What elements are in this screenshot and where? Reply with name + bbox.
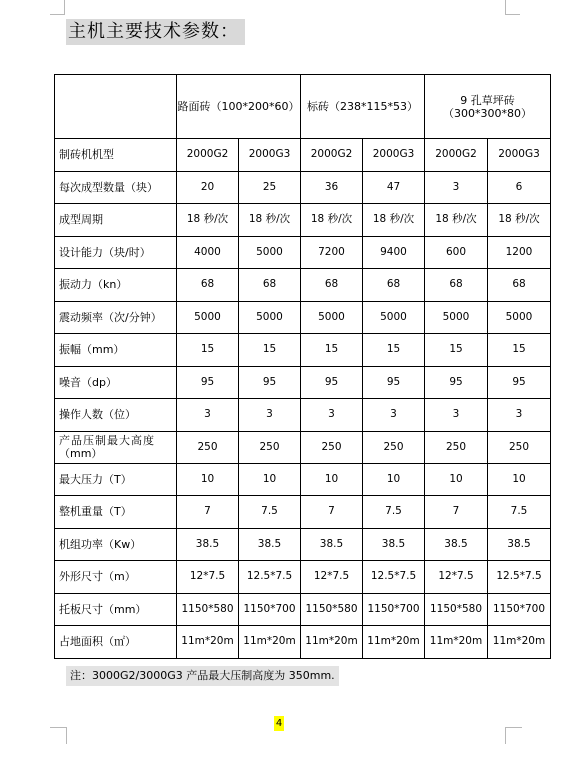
- table-cell: 36: [301, 171, 363, 204]
- table-cell: 1150*580: [301, 593, 363, 626]
- table-row: [55, 301, 551, 334]
- row-label: 整机重量（T）: [55, 496, 177, 529]
- table-cell: 10: [177, 463, 239, 496]
- table-cell: 15: [363, 334, 425, 367]
- row-label: 托板尺寸（mm）: [55, 593, 177, 626]
- table-cell: 95: [425, 366, 488, 399]
- table-cell: 11m*20m: [301, 626, 363, 659]
- spec-table: [54, 74, 551, 659]
- table-cell: 68: [363, 269, 425, 302]
- table-cell: 5000: [177, 301, 239, 334]
- table-cell: 95: [177, 366, 239, 399]
- table-cell: 18 秒/次: [363, 204, 425, 237]
- group-header-grass-brick: [425, 75, 551, 139]
- group-header-grass-brick-line2: （300*300*80）: [443, 106, 532, 120]
- table-cell: 7.5: [363, 496, 425, 529]
- table-cell: 38.5: [425, 528, 488, 561]
- crop-mark-bottom-left: [50, 727, 67, 744]
- table-cell: 18 秒/次: [488, 204, 551, 237]
- table-row: [55, 171, 551, 204]
- table-cell: 3: [425, 399, 488, 432]
- row-label: 振动力（kn）: [55, 269, 177, 302]
- table-cell: 47: [363, 171, 425, 204]
- table-row: [55, 528, 551, 561]
- table-cell: 5000: [239, 301, 301, 334]
- table-cell: 3: [488, 399, 551, 432]
- table-cell: 10: [425, 463, 488, 496]
- table-row: [55, 236, 551, 269]
- table-cell: 7.5: [488, 496, 551, 529]
- table-cell: 11m*20m: [425, 626, 488, 659]
- table-cell: 95: [239, 366, 301, 399]
- section-title: 主机主要技术参数：: [66, 19, 245, 45]
- table-cell: 95: [488, 366, 551, 399]
- table-cell: 12.5*7.5: [363, 561, 425, 594]
- table-row: [55, 334, 551, 367]
- table-row: [55, 463, 551, 496]
- table-cell: 15: [488, 334, 551, 367]
- table-cell: 2000G3: [488, 139, 551, 172]
- row-label: 最大压力（T）: [55, 463, 177, 496]
- row-label: 噪音（dp）: [55, 366, 177, 399]
- table-cell: 1150*700: [363, 593, 425, 626]
- table-cell: 68: [488, 269, 551, 302]
- table-cell: 10: [239, 463, 301, 496]
- table-cell: 18 秒/次: [301, 204, 363, 237]
- table-cell: 1150*700: [239, 593, 301, 626]
- page-number: 4: [275, 718, 283, 729]
- table-cell: 11m*20m: [488, 626, 551, 659]
- table-cell: 10: [301, 463, 363, 496]
- row-label: 外形尺寸（m）: [55, 561, 177, 594]
- table-cell: 15: [301, 334, 363, 367]
- table-row: [55, 593, 551, 626]
- table-cell: 5000: [301, 301, 363, 334]
- table-cell: 11m*20m: [177, 626, 239, 659]
- table-cell: 68: [425, 269, 488, 302]
- row-label: 占地面积（㎡）: [55, 626, 177, 659]
- group-header-standard-brick: 标砖（238*115*53）: [301, 75, 425, 139]
- table-cell: 250: [425, 431, 488, 463]
- table-cell: 95: [363, 366, 425, 399]
- table-row: [55, 399, 551, 432]
- spec-table-body: [55, 139, 551, 659]
- table-cell: 7: [425, 496, 488, 529]
- table-cell: 3: [301, 399, 363, 432]
- table-cell: 7: [301, 496, 363, 529]
- row-label-line2: （mm）: [59, 447, 103, 460]
- row-label: [55, 431, 177, 463]
- footnote: 注：3000G2/3000G3 产品最大压制高度为 350mm.: [66, 666, 339, 686]
- row-label: 震动频率（次/分钟）: [55, 301, 177, 334]
- table-cell: 250: [239, 431, 301, 463]
- group-header-pavement-brick: 路面砖（100*200*60）: [177, 75, 301, 139]
- row-label: 振幅（mm）: [55, 334, 177, 367]
- table-cell: 7.5: [239, 496, 301, 529]
- table-cell: 600: [425, 236, 488, 269]
- crop-mark-top-right: [505, 0, 520, 15]
- table-cell: 250: [177, 431, 239, 463]
- table-cell: 18 秒/次: [239, 204, 301, 237]
- table-cell: 4000: [177, 236, 239, 269]
- table-cell: 2000G3: [363, 139, 425, 172]
- table-cell: 250: [363, 431, 425, 463]
- group-header-grass-brick-line1: 9 孔草坪砖: [460, 93, 515, 107]
- row-label: 成型周期: [55, 204, 177, 237]
- table-cell: 1150*700: [488, 593, 551, 626]
- table-cell: 15: [239, 334, 301, 367]
- table-cell: 1150*580: [425, 593, 488, 626]
- table-row: [55, 204, 551, 237]
- table-cell: 5000: [239, 236, 301, 269]
- table-row: [55, 431, 551, 463]
- table-cell: 38.5: [239, 528, 301, 561]
- table-cell: 3: [425, 171, 488, 204]
- table-cell: 15: [177, 334, 239, 367]
- crop-mark-bottom-right: [505, 727, 522, 744]
- table-cell: 250: [488, 431, 551, 463]
- table-cell: 3: [177, 399, 239, 432]
- table-cell: 38.5: [488, 528, 551, 561]
- table-cell: 11m*20m: [239, 626, 301, 659]
- table-cell: 25: [239, 171, 301, 204]
- table-cell: 2000G2: [177, 139, 239, 172]
- header-corner-cell: [55, 75, 177, 139]
- table-row: [55, 366, 551, 399]
- table-cell: 5000: [488, 301, 551, 334]
- table-cell: 18 秒/次: [425, 204, 488, 237]
- table-cell: 68: [239, 269, 301, 302]
- table-row: [55, 626, 551, 659]
- table-row: [55, 269, 551, 302]
- table-row: [55, 561, 551, 594]
- row-label: 操作人数（位）: [55, 399, 177, 432]
- table-cell: 68: [177, 269, 239, 302]
- table-cell: 3: [239, 399, 301, 432]
- table-row: [55, 139, 551, 172]
- table-header-row: [55, 75, 551, 139]
- table-cell: 2000G2: [301, 139, 363, 172]
- row-label: 每次成型数量（块）: [55, 171, 177, 204]
- table-cell: 1150*580: [177, 593, 239, 626]
- row-label: 机组功率（Kw）: [55, 528, 177, 561]
- table-cell: 9400: [363, 236, 425, 269]
- table-cell: 95: [301, 366, 363, 399]
- table-cell: 3: [363, 399, 425, 432]
- table-cell: 12*7.5: [301, 561, 363, 594]
- table-cell: 12*7.5: [425, 561, 488, 594]
- row-label-line1: 产品压制最大高度: [59, 434, 155, 447]
- table-cell: 15: [425, 334, 488, 367]
- table-cell: 250: [301, 431, 363, 463]
- table-cell: 10: [363, 463, 425, 496]
- table-cell: 12.5*7.5: [239, 561, 301, 594]
- table-cell: 7: [177, 496, 239, 529]
- table-cell: 2000G3: [239, 139, 301, 172]
- table-cell: 2000G2: [425, 139, 488, 172]
- table-cell: 10: [488, 463, 551, 496]
- table-cell: 38.5: [177, 528, 239, 561]
- table-cell: 18 秒/次: [177, 204, 239, 237]
- row-label: 设计能力（块/时）: [55, 236, 177, 269]
- table-cell: 68: [301, 269, 363, 302]
- table-row: [55, 496, 551, 529]
- table-cell: 11m*20m: [363, 626, 425, 659]
- table-cell: 1200: [488, 236, 551, 269]
- crop-mark-top-left: [50, 0, 65, 15]
- row-label: 制砖机机型: [55, 139, 177, 172]
- table-cell: 20: [177, 171, 239, 204]
- table-cell: 38.5: [301, 528, 363, 561]
- table-cell: 5000: [363, 301, 425, 334]
- table-cell: 6: [488, 171, 551, 204]
- table-cell: 12*7.5: [177, 561, 239, 594]
- table-cell: 7200: [301, 236, 363, 269]
- table-cell: 12.5*7.5: [488, 561, 551, 594]
- table-cell: 38.5: [363, 528, 425, 561]
- table-cell: 5000: [425, 301, 488, 334]
